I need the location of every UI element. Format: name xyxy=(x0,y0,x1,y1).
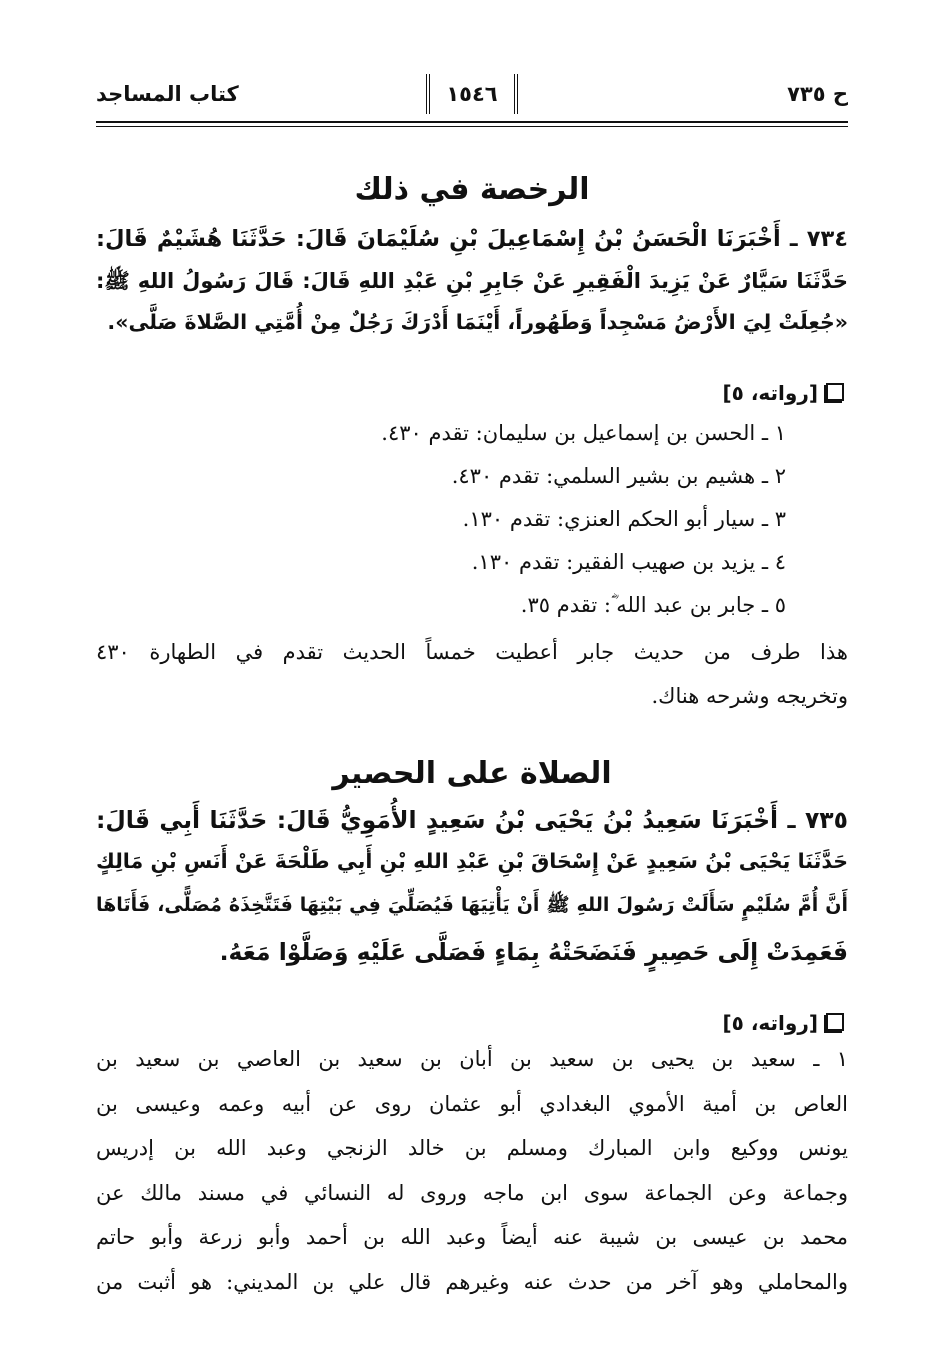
page-number: ١٥٤٦ xyxy=(426,74,518,114)
narrators-heading-label: [رواته، ٥] xyxy=(722,1011,818,1035)
header-hadith-reference: ح ٧٣٥ xyxy=(787,82,848,106)
body-line: ١ ـ سعيد بن يحيى بن سعيد بن أبان بن سعيد بن العاصي بن سعيد بن xyxy=(96,1047,848,1071)
header-book-title: كتاب المساجد xyxy=(96,82,239,106)
narrators-heading xyxy=(723,1011,845,1035)
note-line: هذا طرف من حديث جابر أعطيت خمساً الحديث تقدم في الطهارة ٤٣٠ xyxy=(96,640,848,664)
narrators-heading xyxy=(723,381,845,405)
hadith-line: «جُعِلَتْ لِيَ الأَرْضُ مَسْجِداً وَطَهُوراً، أَيْنَمَا أَدْرَكَ رَجُلٌ مِنْ أُمَّتِي الصَّلاةَ صَلَّى». xyxy=(107,310,848,334)
hadith-line: أَنَّ أُمَّ سُلَيْمٍ سَأَلَتْ رَسُولَ اللهِ ﷺ أَنْ يَأْتِيَهَا فَيُصَلِّيَ فِي بَيْتِهَا فَتَتَّخِذَهُ مُصَلًّى، فَأَتَاهَا xyxy=(96,894,848,916)
narrator-item: ٥ ـ جابر بن عبد الله ؓ: تقدم ٣٥. xyxy=(520,593,786,617)
body-line: يونس ووكيع وابن المبارك ومسلم بن خالد الزنجي وعبد الله بن إدريس xyxy=(96,1136,848,1160)
hadith-line: ٧٣٥ ـ أَخْبَرَنَا سَعِيدُ بْنُ يَحْيَى بْنُ سَعِيدٍ الأُمَوِيُّ قَالَ: حَدَّثَنَا أَبِي قَالَ: xyxy=(96,806,848,834)
narrators-heading-label: [رواته، ٥] xyxy=(722,381,818,405)
square-bullet-icon xyxy=(826,1013,844,1031)
body-line: محمد بن عيسى بن شيبة عنه أيضاً وعبد الله بن أحمد وأبو زرعة وأبو حاتم xyxy=(96,1225,848,1249)
hadith-line: فَعَمِدَتْ إِلَى حَصِيرٍ فَنَضَحَتْهُ بِمَاءٍ فَصَلَّى عَلَيْهِ وَصَلَّوْا مَعَهُ. xyxy=(219,938,848,966)
narrator-item: ٣ ـ سيار أبو الحكم العنزي: تقدم ١٣٠. xyxy=(462,507,786,531)
note-line: وتخريجه وشرحه هناك. xyxy=(651,684,848,708)
square-bullet-icon xyxy=(826,383,844,401)
running-header xyxy=(96,72,848,124)
narrator-item: ١ ـ الحسن بن إسماعيل بن سليمان: تقدم ٤٣٠. xyxy=(381,421,786,445)
body-line: العاص بن أمية الأموي البغدادي أبو عثمان روى عن أبيه وعمه وعيسى بن xyxy=(96,1092,848,1116)
header-rule xyxy=(96,121,848,127)
hadith-line: حَدَّثَنَا سَيَّارٌ عَنْ يَزِيدَ الْفَقِيرِ عَنْ جَابِرِ بْنِ عَبْدِ اللهِ قَالَ: قَالَ رَسُولُ اللهِ ﷺ: xyxy=(96,269,848,293)
hadith-line: حَدَّثَنَا يَحْيَى بْنُ سَعِيدٍ عَنْ إِسْحَاقَ بْنِ عَبْدِ اللهِ بْنِ أَبِي طَلْحَةَ عَنْ أَنَسِ بْنِ مَالِكٍ xyxy=(96,849,848,873)
hadith-line: ٧٣٤ ـ أَخْبَرَنَا الْحَسَنُ بْنُ إِسْمَاعِيلَ بْنِ سُلَيْمَانَ قَالَ: حَدَّثَنَا هُشَيْمٌ قَالَ: xyxy=(96,226,848,252)
narrator-item: ٢ ـ هشيم بن بشير السلمي: تقدم ٤٣٠. xyxy=(451,464,786,488)
narrator-item: ٤ ـ يزيد بن صهيب الفقير: تقدم ١٣٠. xyxy=(471,550,786,574)
section-title: الصلاة على الحصير xyxy=(332,756,612,791)
section-title: الرخصة في ذلك xyxy=(354,172,590,207)
body-line: وجماعة وعن الجماعة سوى ابن ماجه وروى له النسائي في مسند مالك عن xyxy=(96,1181,848,1205)
body-line: والمحاملي وهو آخر من حدث عنه وغيرهم قال علي بن المديني: هو أثبت من xyxy=(96,1270,848,1294)
